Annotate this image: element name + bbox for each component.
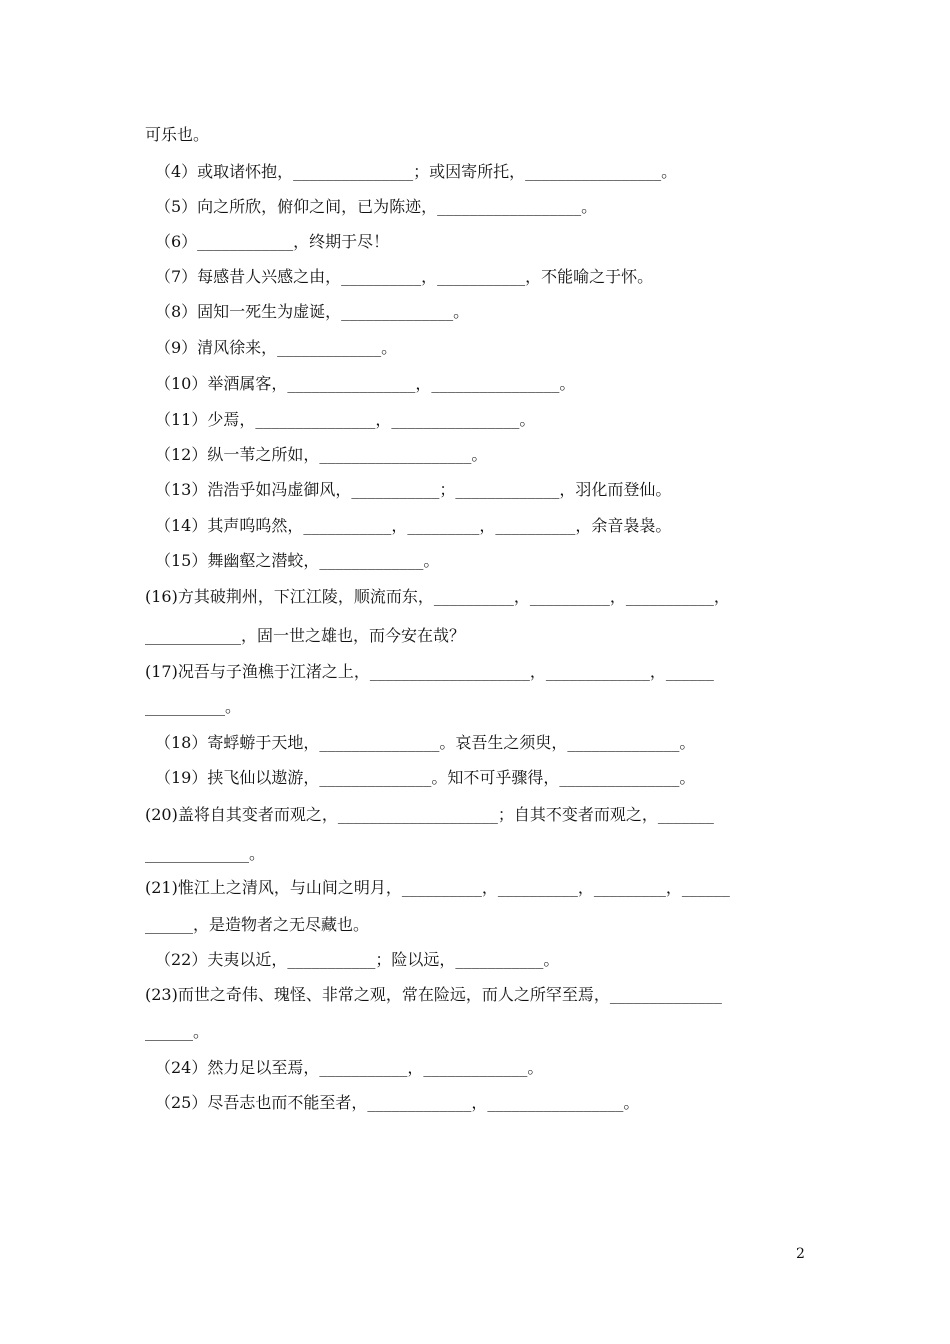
text-line: 可乐也。 <box>145 125 210 144</box>
question-17: (17)况吾与子渔樵于江渚之上，____________________，_____________，______ <box>145 662 714 681</box>
question-19: （19）挟飞仙以遨游，______________。知不可乎骤得，_______________。 <box>155 768 696 787</box>
question-23: (23)而世之奇伟、瑰怪、非常之观，常在险远，而人之所罕至焉，______________ <box>145 985 722 1004</box>
page-number: 2 <box>796 1246 805 1262</box>
question-25: （25）尽吾志也而不能至者，_____________，_________________。 <box>155 1093 640 1112</box>
question-16: (16)方其破荆州，下江江陵，顺流而东，__________，__________，___________， <box>145 587 730 606</box>
question-8: （8）固知一死生为虚诞，______________。 <box>155 302 470 321</box>
question-21-cont: ______，是造物者之无尽藏也。 <box>145 915 370 934</box>
question-9: （9）清风徐来，_____________。 <box>155 338 398 357</box>
question-4: （4）或取诸怀抱，_______________；或因寄所托，_________________。 <box>155 162 678 181</box>
question-16-cont: ____________，固一世之雄也，而今安在哉？ <box>145 626 466 645</box>
question-12: （12）纵一苇之所如，___________________。 <box>155 445 488 464</box>
question-20-cont: _____________。 <box>145 844 266 863</box>
question-5: （5）向之所欣，俯仰之间，已为陈迹，__________________。 <box>155 197 598 216</box>
question-22: （22）夫夷以近，___________；险以远，___________。 <box>155 950 560 969</box>
question-20: (20)盖将自其变者而观之，____________________；自其不变者而观之，_______ <box>145 805 714 824</box>
question-17-cont: __________。 <box>145 697 242 716</box>
question-10: （10）举酒属客，________________，________________。 <box>155 374 576 393</box>
question-24: （24）然力足以至焉，___________，_____________。 <box>155 1058 544 1077</box>
question-14: （14）其声呜呜然，___________，_________，__________，余音袅袅。 <box>155 516 672 535</box>
question-23-cont: ______。 <box>145 1022 210 1041</box>
question-6: （6）____________，终期于尽！ <box>155 232 390 251</box>
question-13: （13）浩浩乎如冯虚御风，___________；_____________，羽化而登仙。 <box>155 480 672 499</box>
question-11: （11）少焉，_______________，________________。 <box>155 410 536 429</box>
question-21: (21)惟江上之清风，与山间之明月，__________，__________，_________，______ <box>145 878 730 897</box>
question-15: （15）舞幽壑之潜蛟，_____________。 <box>155 551 440 570</box>
question-7: （7）每感昔人兴感之由，__________，___________，不能喻之于怀。 <box>155 267 654 286</box>
question-18: （18）寄蜉蝣于天地，_______________。哀吾生之须臾，______________。 <box>155 733 696 752</box>
